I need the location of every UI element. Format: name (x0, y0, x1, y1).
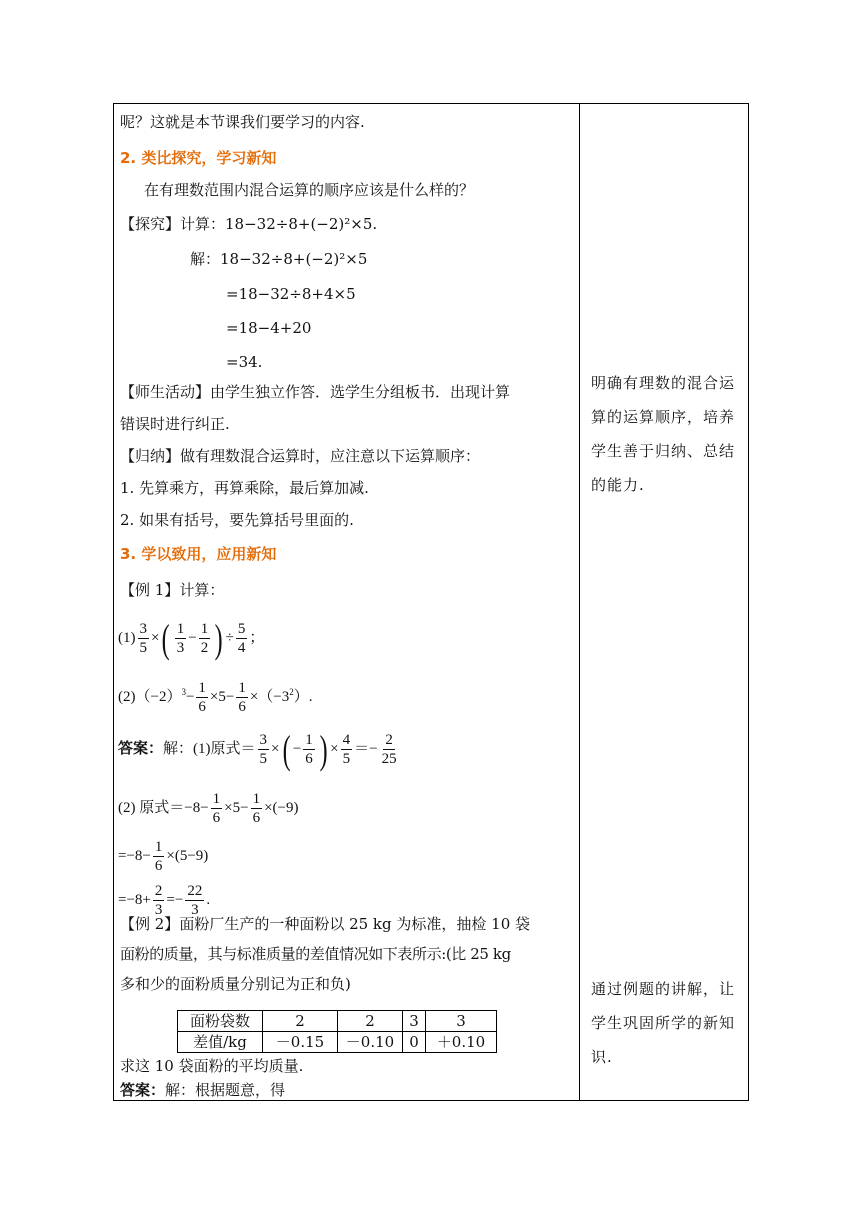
answer-2-line (120, 1080, 285, 1100)
teacher-activity-line-2: 错误时进行纠正. (120, 415, 230, 433)
explore-label: 【探究】 (120, 215, 181, 233)
table-cell: 3 (403, 1011, 426, 1032)
main-column (114, 104, 579, 1100)
example-1-part-2: $(2)(-2)^3-$ $\frac{1}{6}$ ×5− $\frac{1}{6}$ $\times(-3^2)$. (118, 680, 313, 716)
flour-table (177, 1010, 497, 1053)
question-line: 在有理数范围内混合运算的顺序应该是什么样的？ (144, 181, 475, 199)
section-heading-3: 3. 学以致用，应用新知 (120, 545, 277, 563)
teacher-activity-line-1 (120, 382, 510, 402)
example-2-line-3: 多和少的面粉质量分别记为正和负) (120, 975, 351, 993)
summary-label: 【归纳】 (120, 447, 181, 465)
example-2-line-1 (120, 914, 530, 934)
table-cell: ＋0.10 (426, 1032, 497, 1053)
answer-1-line: 答案：解：(1)原式＝ $\frac{3}{5}$ ×( − $\frac{1}{6}$ ) × $\frac{4}{5}$ ＝− $\frac{2}{25}$ (118, 726, 397, 772)
explore-line (120, 214, 377, 234)
answer-2-line-2: =−8− $\frac{1}{6}$ ×(5−9) (118, 839, 209, 875)
answer-2-line-3: =−8+ $\frac{2}{3}$ =− $\frac{22}{3}$ . (118, 883, 211, 919)
table-header-diff: 差值/kg (178, 1032, 263, 1053)
answer-label: 答案： (118, 739, 164, 757)
answer-2-text: 解：根据题意，得 (165, 1081, 286, 1099)
example-2-text-1: 面粉厂生产的一种面粉以 25 kg 为标准，抽检 10 袋 (179, 915, 531, 933)
table-cell: －0.10 (338, 1032, 403, 1053)
example-1-line (120, 580, 224, 600)
lesson-plan-table (113, 103, 749, 1101)
column-divider (579, 104, 580, 1100)
table-cell: 2 (338, 1011, 403, 1032)
table-cell: 0 (403, 1032, 426, 1053)
intro-line: 呢？这就是本节课我们要学习的内容. (120, 113, 365, 131)
summary-text: 做有理数混合运算时，应注意以下运算顺序： (180, 447, 481, 465)
table-cell: 2 (263, 1011, 338, 1032)
example-1-label: 【例 1】 (120, 581, 180, 599)
table-row (178, 1011, 497, 1032)
example-2-line-2: 面粉的质量，其与标准质量的差值情况如下表所示:(比 25 kg (120, 945, 511, 963)
summary-line (120, 446, 480, 466)
table-cell: －0.15 (263, 1032, 338, 1053)
answer-2-line-1: (2) 原式＝−8− $\frac{1}{6}$ ×5− $\frac{1}{6}$ ×(−9) (118, 791, 299, 827)
solution-label: 解： (190, 250, 221, 268)
solution-step-3: =18−4+20 (226, 319, 312, 337)
example-2-question: 求这 10 袋面粉的平均质量. (120, 1057, 304, 1075)
example-2-label: 【例 2】 (120, 915, 180, 933)
solution-step-4: =34. (226, 353, 263, 371)
example-1-text: 计算： (179, 581, 225, 599)
teacher-label: 【师生活动】 (120, 383, 211, 401)
table-row (178, 1032, 497, 1053)
solution-line-1 (190, 249, 367, 269)
rule-2: 2. 如果有括号，要先算括号里面的. (120, 511, 354, 529)
answer-2-label: 答案： (120, 1081, 166, 1099)
rule-1: 1. 先算乘方，再算乘除，最后算加减. (120, 479, 369, 497)
table-header-bags: 面粉袋数 (178, 1011, 263, 1032)
teacher-text-1: 由学生独立作答．选学生分组板书．出现计算 (210, 383, 511, 401)
side-note-2: 通过例题的讲解，让学生巩固所学的新知识. (591, 980, 736, 1066)
explore-text: 计算：18−32÷8+(−2)²×5. (180, 215, 378, 233)
table-cell: 3 (426, 1011, 497, 1032)
side-note-1: 明确有理数的混合运算的运算顺序，培养学生善于归纳、总结的能力. (591, 374, 736, 494)
solution-step-1: 18−32÷8+(−2)²×5 (220, 250, 368, 268)
section-heading-2: 2. 类比探究，学习新知 (120, 149, 277, 167)
solution-step-2: =18−32÷8+4×5 (226, 285, 356, 303)
answer-text: 解： (163, 741, 194, 757)
example-1-part-1: (1) $\frac{3}{5}$ ×( $\frac{1}{3}$ − $\frac{1}{2}$ ) ÷ $\frac{5}{4}$ ； (118, 615, 265, 661)
side-column (581, 104, 749, 1100)
